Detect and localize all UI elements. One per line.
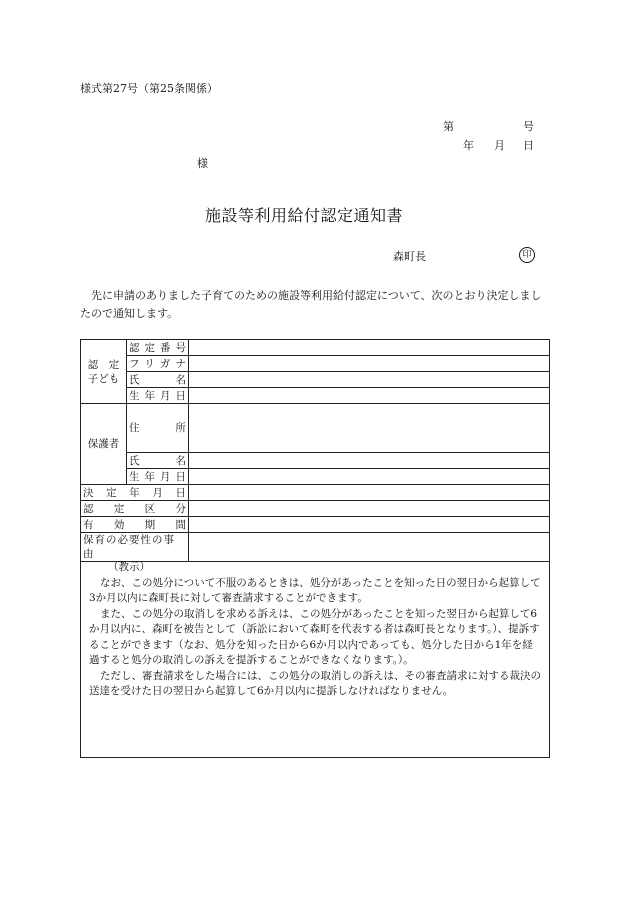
instruction-notice-box [80, 546, 550, 758]
document-number-prefix: 第 [443, 120, 454, 133]
decision-date-field[interactable] [189, 485, 550, 501]
table-row [81, 340, 550, 356]
guardian-name-field[interactable] [189, 453, 550, 469]
table-row [81, 388, 550, 404]
table-row [81, 501, 550, 517]
issuer-name: 森町長 [393, 250, 426, 263]
child-furigana-field[interactable] [189, 356, 550, 372]
child-birthdate-field[interactable] [189, 388, 550, 404]
notice-paragraph-review-request: なお、この処分について不服のあるときは、処分があったことを知った日の翌日から起算して3か月以内に森町長に対して審査請求することができます。 [89, 576, 541, 604]
validity-period-label: 有効期間 [81, 517, 189, 533]
cert-number-field[interactable] [189, 340, 550, 356]
table-row [81, 469, 550, 485]
child-name-label: 氏名 [127, 372, 189, 388]
date-month-label: 月 [494, 139, 505, 152]
child-birthdate-label: 生年月日 [127, 388, 189, 404]
addressee-honorific: 様 [197, 157, 208, 170]
child-group-label [81, 340, 127, 404]
guardian-name-label: 氏名 [127, 453, 189, 469]
child-group-line2: 子ども [87, 372, 120, 385]
certification-table [80, 339, 550, 562]
guardian-group-label: 保護者 [81, 404, 127, 485]
form-number: 様式第27号（第25条関係） [80, 82, 218, 95]
cert-category-label: 認定区分 [81, 501, 189, 517]
child-furigana-label: フリガナ [127, 356, 189, 372]
validity-period-field[interactable] [189, 517, 550, 533]
childcare-necessity-label: 保育の必要性の事由 [81, 533, 189, 562]
guardian-birthdate-field[interactable] [189, 469, 550, 485]
document-number-suffix: 号 [523, 120, 534, 133]
date-year-label: 年 [463, 139, 474, 152]
seal-mark: 印 [519, 247, 535, 263]
cert-category-field[interactable] [189, 501, 550, 517]
table-row [81, 404, 550, 453]
date-day-label: 日 [523, 139, 534, 152]
guardian-birthdate-label: 生年月日 [127, 469, 189, 485]
notice-paragraph-proviso: ただし、審査請求をした場合には、この処分の取消しの訴えは、その審査請求に対する裁決の送達を受けた日の翌日から起算して6か月以内に提訴しなければなりません。 [89, 669, 541, 697]
table-row [81, 485, 550, 501]
table-row [81, 372, 550, 388]
cert-number-label: 認定番号 [127, 340, 189, 356]
table-row [81, 356, 550, 372]
table-row [81, 517, 550, 533]
child-name-field[interactable] [189, 372, 550, 388]
notice-paragraph-lawsuit: また、この処分の取消しを求める訴えは、この処分があったことを知った翌日から起算して6か月以内に、森町を被告として（訴訟において森町を代表する者は森町長となります。）、提訴することができます（なお、処分を知った日から6か月以内であっても、処分した日から1年を経過すると処分の取消しの訴えを提訴することができなくなります。）。 [89, 607, 540, 666]
document-title: 施設等利用給付認定通知書 [205, 206, 404, 225]
guardian-address-field[interactable] [189, 404, 550, 453]
table-row [81, 453, 550, 469]
intro-paragraph: 先に申請のありました子育てのための施設等利用給付認定について、次のとおり決定しましたので通知します。 [80, 289, 542, 320]
guardian-address-label: 住所 [127, 404, 189, 453]
notice-heading: （教示） [108, 561, 150, 573]
decision-date-label: 決定年月日 [81, 485, 189, 501]
child-group-line1: 認 定 [87, 358, 120, 371]
